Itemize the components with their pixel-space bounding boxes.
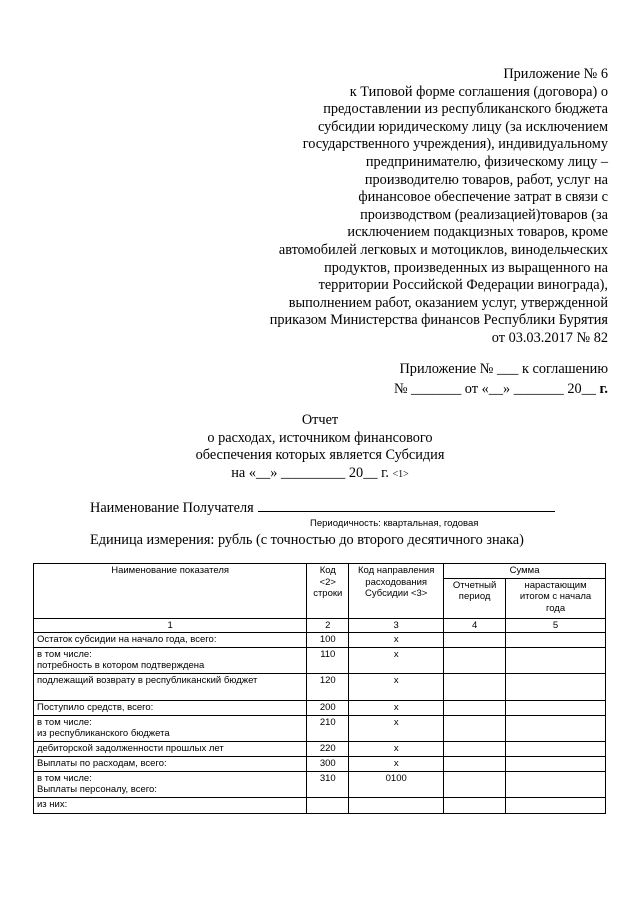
row-cumulative-value[interactable] <box>506 700 606 715</box>
periodicity: Периодичность: квартальная, годовая <box>310 518 479 529</box>
table-row <box>34 797 606 813</box>
row-code: 200 <box>307 700 349 715</box>
row-reporting-value[interactable] <box>444 673 506 700</box>
header-code-direction: Код направления расходования Субсидии <3> <box>349 564 444 619</box>
unit-of-measure: Единица измерения: рубль (с точностью до второго десятичного знака) <box>90 532 524 548</box>
row-direction-code <box>349 797 444 813</box>
table-row <box>34 771 606 797</box>
table-body <box>34 633 606 814</box>
recipient-label: Наименование Получателя <box>90 500 254 516</box>
appendix-line: государственного учреждения), индивидуальному <box>302 136 608 153</box>
row-name: в том числе: потребность в котором подтверждена <box>34 647 307 673</box>
row-code: 220 <box>307 741 349 756</box>
row-cumulative-value[interactable] <box>506 633 606 648</box>
header-reporting-period: Отчетный период <box>444 578 506 618</box>
table-row <box>34 715 606 741</box>
column-number: 3 <box>349 618 444 633</box>
row-cumulative-value[interactable] <box>506 673 606 700</box>
appendix-line: финансовое обеспечение затрат в связи с <box>358 189 608 206</box>
row-cumulative-value[interactable] <box>506 647 606 673</box>
row-direction-code: x <box>349 756 444 771</box>
row-cumulative-value[interactable] <box>506 797 606 813</box>
appendix-line: автомобилей легковых и мотоциклов, винодельческих <box>278 241 608 258</box>
row-name: подлежащий возврату в республиканский бюджет <box>34 673 307 700</box>
column-number: 4 <box>444 618 506 633</box>
row-code: 100 <box>307 633 349 648</box>
appendix-line: к Типовой форме соглашения (договора) о <box>349 83 608 100</box>
row-code: 110 <box>307 647 349 673</box>
row-name: в том числе: Выплаты персоналу, всего: <box>34 771 307 797</box>
report-table <box>33 563 606 814</box>
report-date <box>0 465 640 484</box>
agreement-reference <box>394 359 608 399</box>
table-row <box>34 756 606 771</box>
appendix-line: производителю товаров, работ, услуг на <box>364 171 608 188</box>
appendix-line: территории Российской Федерации винограда), <box>318 277 608 294</box>
row-cumulative-value[interactable] <box>506 741 606 756</box>
row-reporting-value[interactable] <box>444 797 506 813</box>
appendix-header <box>208 66 608 348</box>
agreement-year-suffix: г. <box>599 381 608 397</box>
appendix-line: производством (реализацией)товаров (за <box>360 206 608 223</box>
agreement-line-2 <box>394 379 608 399</box>
row-direction-code: x <box>349 741 444 756</box>
agreement-line-1: Приложение № ___ к соглашению <box>399 361 608 377</box>
row-code: 310 <box>307 771 349 797</box>
report-note: <1> <box>392 468 409 480</box>
row-code: 120 <box>307 673 349 700</box>
row-cumulative-value[interactable] <box>506 715 606 741</box>
appendix-line: продуктов, произведенных из выращенного на <box>324 259 608 276</box>
recipient-row <box>90 499 555 517</box>
row-name: Поступило средств, всего: <box>34 700 307 715</box>
appendix-line: субсидии юридическому лицу (за исключением <box>318 118 608 135</box>
header-sum: Сумма <box>444 564 606 579</box>
row-name: Остаток субсидии на начало года, всего: <box>34 633 307 648</box>
header-name: Наименование показателя <box>34 564 307 619</box>
row-cumulative-value[interactable] <box>506 771 606 797</box>
appendix-line: выполнением работ, оказанием услуг, утвержденной <box>288 294 608 311</box>
column-number: 1 <box>34 618 307 633</box>
row-direction-code: x <box>349 700 444 715</box>
row-name: Выплаты по расходам, всего: <box>34 756 307 771</box>
column-number: 5 <box>506 618 606 633</box>
appendix-line: исключением подакцизных товаров, кроме <box>347 224 608 241</box>
row-code <box>307 797 349 813</box>
row-reporting-value[interactable] <box>444 756 506 771</box>
row-reporting-value[interactable] <box>444 771 506 797</box>
appendix-line: от 03.03.2017 № 82 <box>491 329 608 346</box>
row-reporting-value[interactable] <box>444 715 506 741</box>
row-name: дебиторской задолженности прошлых лет <box>34 741 307 756</box>
row-name: из них: <box>34 797 307 813</box>
header-code-row: Код <2> строки <box>307 564 349 619</box>
report-title: Отчет <box>301 412 339 428</box>
appendix-line: предпринимателю, физическому лицу – <box>365 153 608 170</box>
row-name: в том числе: из республиканского бюджета <box>34 715 307 741</box>
report-subtitle-2: обеспечения которых является Субсидия <box>195 447 445 463</box>
table-row <box>34 647 606 673</box>
row-direction-code: x <box>349 647 444 673</box>
report-date-text: на «__» _________ 20__ г. <box>231 464 393 481</box>
row-direction-code: x <box>349 633 444 648</box>
row-direction-code: x <box>349 715 444 741</box>
row-cumulative-value[interactable] <box>506 756 606 771</box>
row-reporting-value[interactable] <box>444 741 506 756</box>
table-row <box>34 673 606 700</box>
row-reporting-value[interactable] <box>444 647 506 673</box>
column-number: 2 <box>307 618 349 633</box>
row-reporting-value[interactable] <box>444 633 506 648</box>
appendix-line: предоставлении из республиканского бюджета <box>323 101 608 118</box>
report-title-block <box>0 412 640 483</box>
table-row <box>34 700 606 715</box>
row-direction-code: 0100 <box>349 771 444 797</box>
appendix-line: Приложение № 6 <box>503 66 608 82</box>
row-direction-code: x <box>349 673 444 700</box>
row-code: 210 <box>307 715 349 741</box>
row-reporting-value[interactable] <box>444 700 506 715</box>
table-row <box>34 633 606 648</box>
header-cumulative: нарастающим итогом с начала года <box>506 578 606 618</box>
row-code: 300 <box>307 756 349 771</box>
agreement-line-2-text: № _______ от «__» _______ 20__ <box>393 381 600 397</box>
recipient-field[interactable] <box>258 499 555 512</box>
table-row <box>34 741 606 756</box>
report-subtitle-1: о расходах, источником финансового <box>207 429 433 446</box>
appendix-line: приказом Министерства финансов Республики Бурятия <box>269 312 608 329</box>
